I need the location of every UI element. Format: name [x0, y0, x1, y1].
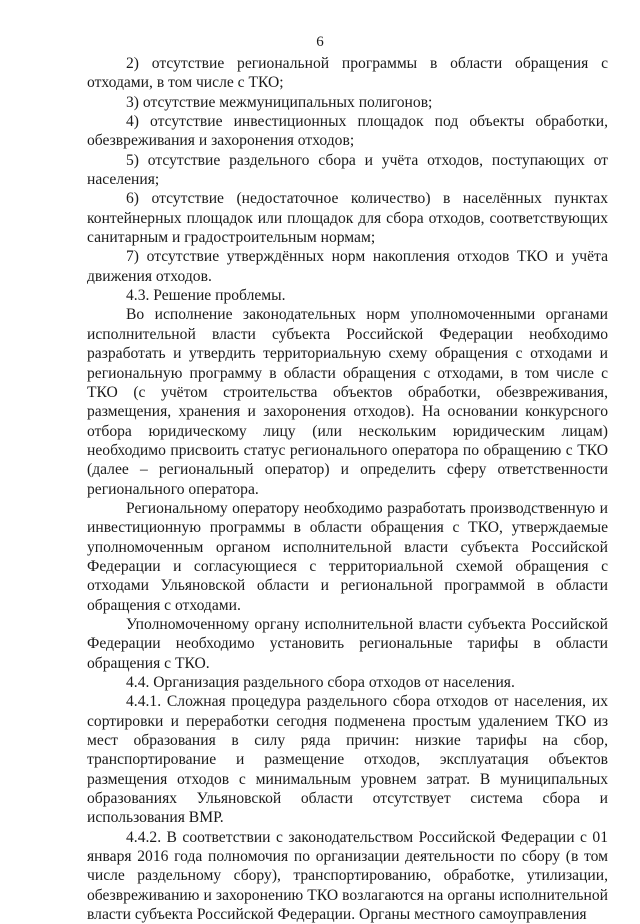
- paragraph-item-2: 2) отсутствие региональной программы в области обращения с отходами, в том числе с ТКО;: [87, 55, 608, 92]
- paragraph-4-4-2: 4.4.2. В соответствии с законодательством Российской Федерации с 01 января 2016 года полномочия по организации деятельности по сбору (в том числе раздельному сбору), транспортированию, обработке, утилизации, обезвреживанию и захоронению ТКО возлагаются на органы исполнительной власти субъекта Российской Федерации. Органы местного самоуправления: [87, 828, 608, 924]
- paragraph-tariffs: Уполномоченному органу исполнительной власти субъекта Российской Федерации необходимо установить региональные тарифы в области обращения с ТКО.: [87, 615, 608, 672]
- paragraph-solution: Во исполнение законодательных норм уполномоченными органами исполнительной власти субъекта Российской Федерации необходимо разработать и утвердить территориальную схему обращения с отходами и региональную программу в области обращения с отходами, в том числе с ТКО (с учётом строительства объектов обработки, обезвреживания, размещения, хранения и захоронения отходов). На основании конкурсного отбора юридическому лицу (или нескольким юридическим лицам) необходимо присвоить статус регионального оператора по обращению с ТКО (далее – региональный оператор) и определить сферу ответственности регионального оператора.: [87, 306, 608, 498]
- page-body: [87, 54, 608, 924]
- paragraph-item-3: 3) отсутствие межмуниципальных полигонов;: [126, 93, 433, 111]
- paragraph-4-4-1: 4.4.1. Сложная процедура раздельного сбора отходов от населения, их сортировки и переработки сегодня подменена простым удалением ТКО из мест образования в силу ряда причин: низкие тарифы на сбор, транспортирование и размещение отходов, эксплуатация объектов размещения отходов с минимальным уровнем затрат. В муниципальных образованиях Ульяновской области отсутствует система сбора и использования ВМР.: [87, 693, 608, 827]
- paragraph-item-6: 6) отсутствие (недостаточное количество) в населённых пунктах контейнерных площадок или площадок для сбора отходов, соответствующих санитарным и градостроительным нормам;: [87, 190, 608, 247]
- section-heading-4-4: 4.4. Организация раздельного сбора отходов от населения.: [126, 674, 515, 691]
- paragraph-item-5: 5) отсутствие раздельного сбора и учёта отходов, поступающих от населения;: [87, 151, 608, 189]
- page-number: 6: [316, 34, 324, 50]
- paragraph-item-4: 4) отсутствие инвестиционных площадок под объекты обработки, обезвреживания и захоронения отходов;: [87, 113, 608, 150]
- section-heading-4-3: 4.3. Решение проблемы.: [126, 287, 286, 305]
- paragraph-regional-operator: Региональному оператору необходимо разработать производственную и инвестиционную программы в области обращения с ТКО, утверждаемые уполномоченным органом исполнительной власти субъекта Российской Федерации и согласующиеся с территориальной схемой обращения с отходами Ульяновской области и региональной программой в области обращения с отходами.: [87, 499, 608, 614]
- paragraph-item-7: 7) отсутствие утверждённых норм накопления отходов ТКО и учёта движения отходов.: [87, 248, 608, 285]
